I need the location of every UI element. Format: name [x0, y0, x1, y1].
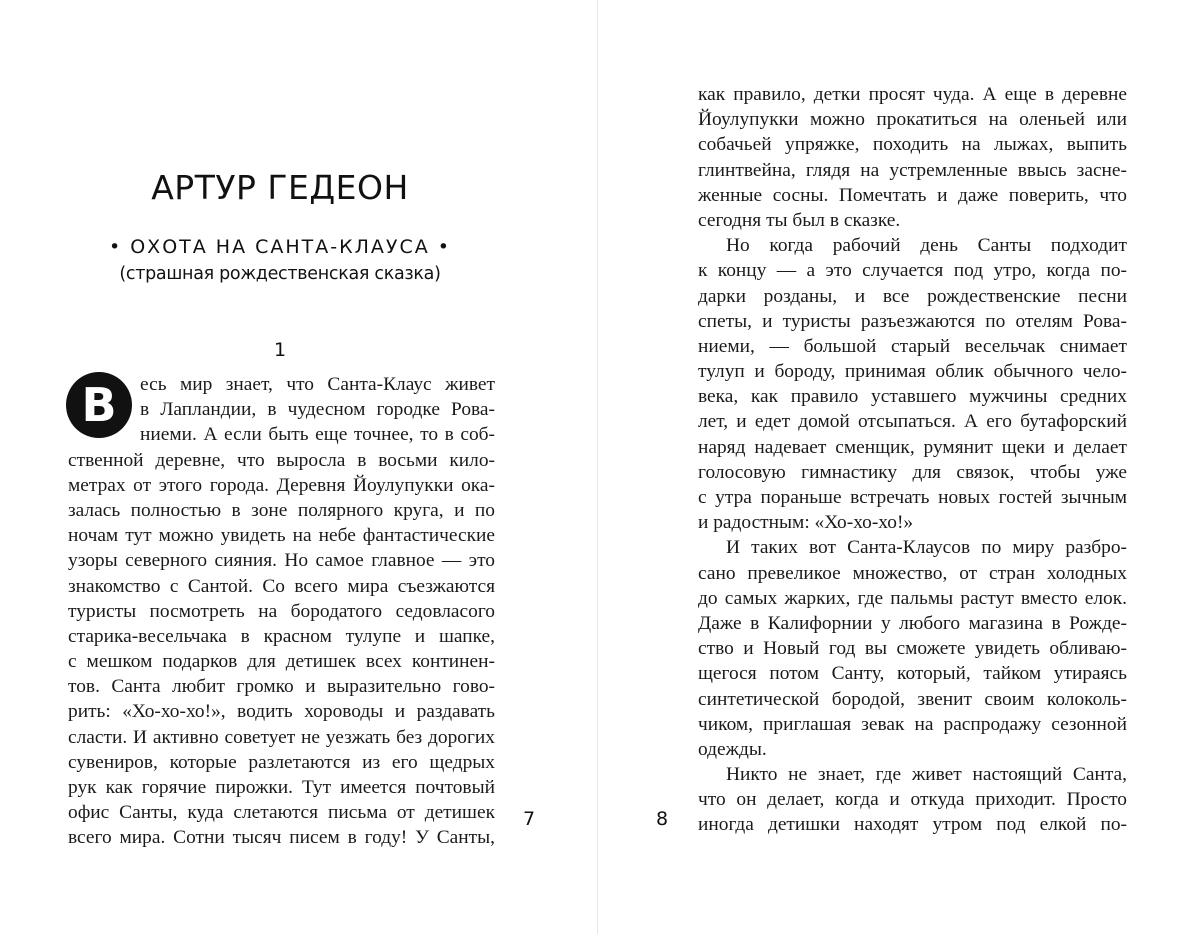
- text-line: тулуп и бороду, принимая облик обычного чело-: [698, 361, 1127, 383]
- text-line: сано превеликое множество, от стран холодных: [698, 562, 1127, 584]
- text-line: рить: «Хо-хо-хо!», водить хороводы и раздавать: [68, 701, 495, 723]
- text-line: спеты, и туристы разъезжаются по отелям Рова-: [698, 310, 1127, 332]
- text-line: что он делает, когда и откуда приходит. Просто: [698, 789, 1127, 811]
- chapter-number: 1: [273, 339, 287, 361]
- text-line: И таких вот Санта-Клаусов по миру разбро-: [726, 537, 1127, 559]
- text-line: ниеми, — большой старый весельчак снимает: [698, 335, 1127, 357]
- text-line: метрах от этого города. Деревня Йоулупукки ока-: [68, 474, 495, 496]
- text-line: ство и Новый год вы сможете увидеть обливаю-: [698, 638, 1127, 660]
- text-line: щегося потом Санту, который, тайком утираясь: [698, 663, 1127, 685]
- text-line: синтетической бородой, звенит своим колоколь-: [698, 688, 1127, 710]
- text-line: к концу — а это случается под утро, когда по-: [698, 260, 1127, 282]
- text-line: залась полностью в зоне полярного круга, и по: [68, 499, 495, 521]
- book-gutter: [597, 0, 598, 934]
- text-line: с утра пораньше встречать новых гостей зычным: [698, 487, 1127, 508]
- text-line: и радостным: «Хо-хо-хо!»: [698, 512, 914, 534]
- text-line: сувениров, которые разлетаются из его щедрых: [68, 751, 495, 773]
- drop-cap: В: [66, 372, 132, 438]
- text-line: Даже в Калифорнии у любого магазина в Рожде-: [698, 612, 1127, 634]
- text-line: одежды.: [698, 738, 767, 760]
- text-line: женные сосны. Помечтать и даже поверить, что: [698, 184, 1127, 206]
- text-line: наряд надевает сменщик, румянит щеки и делает: [698, 436, 1127, 458]
- author-name: АРТУР ГЕДЕОН: [151, 168, 409, 207]
- text-line: глинтвейна, глядя на устремленные ввысь засне-: [698, 159, 1127, 181]
- text-line: есь мир знает, что Санта-Клаус живет: [140, 374, 495, 395]
- text-line: офис Санты, куда слетаются письма от детишек: [68, 802, 495, 824]
- text-line: сласти. И активно советует не уезжать без дорогих: [68, 726, 495, 748]
- text-line: чиком, приглашая зевак на распродажу сезонной: [698, 713, 1127, 735]
- text-line: старика-весельчака в красном тулупе и шапке,: [68, 625, 495, 647]
- text-line: ственной деревне, что выросла в восьми кило-: [68, 449, 495, 471]
- story-subtitle: (страшная рождественская сказка): [119, 264, 441, 284]
- text-line: Никто не знает, где живет настоящий Санта,: [726, 764, 1127, 786]
- text-line: иногда детишки находят утром под елкой по-: [698, 814, 1127, 836]
- right-page-text: [698, 82, 1127, 838]
- text-line: ночам тут можно увидеть на небе фантастические: [68, 525, 495, 547]
- text-line: до самых жарких, где пальмы растут вместо елок.: [698, 587, 1127, 609]
- text-line: рук как горячие пирожки. Тут имеется почтовый: [68, 777, 495, 798]
- text-line: как правило, детки просят чуда. А еще в деревне: [698, 84, 1127, 105]
- text-line: ниеми. А если быть еще точнее, то в соб-: [140, 424, 495, 446]
- text-line: Йоулупукки можно прокатиться на оленьей или: [698, 109, 1127, 131]
- left-page-text: [68, 372, 495, 851]
- story-title: • ОХОТА НА САНТА-КЛАУСА •: [108, 236, 451, 258]
- text-line: лет, и едет домой отсыпаться. А его бутафорский: [698, 411, 1127, 433]
- page-number-right: 8: [656, 808, 669, 830]
- text-line: тов. Санта любит громко и выразительно гово-: [68, 676, 495, 698]
- text-line: голосовую гимнастику для связок, чтобы уже: [698, 461, 1127, 483]
- text-line: Но когда рабочий день Санты подходит: [726, 235, 1127, 257]
- text-line: всего мира. Сотни тысяч писем в году! У Санты,: [68, 827, 495, 849]
- text-line: узоры северного сияния. Но самое главное — это: [68, 550, 495, 572]
- text-line: века, как правило уставшего мужчины средних: [698, 386, 1127, 408]
- text-line: дарки розданы, и все рождественские песни: [698, 285, 1127, 307]
- text-line: с мешком подарков для детишек всех континен-: [68, 651, 495, 673]
- text-line: туристы посмотреть на бородатого седовласого: [68, 600, 495, 622]
- page-number-left: 7: [523, 808, 536, 830]
- text-line: сегодня ты был в сказке.: [698, 209, 901, 231]
- text-line: в Лапландии, в чудесном городке Рова-: [140, 399, 495, 421]
- text-line: собачьей упряжке, походить на лыжах, выпить: [698, 134, 1127, 156]
- text-line: знакомство с Сантой. Со всего мира съезжаются: [68, 575, 495, 597]
